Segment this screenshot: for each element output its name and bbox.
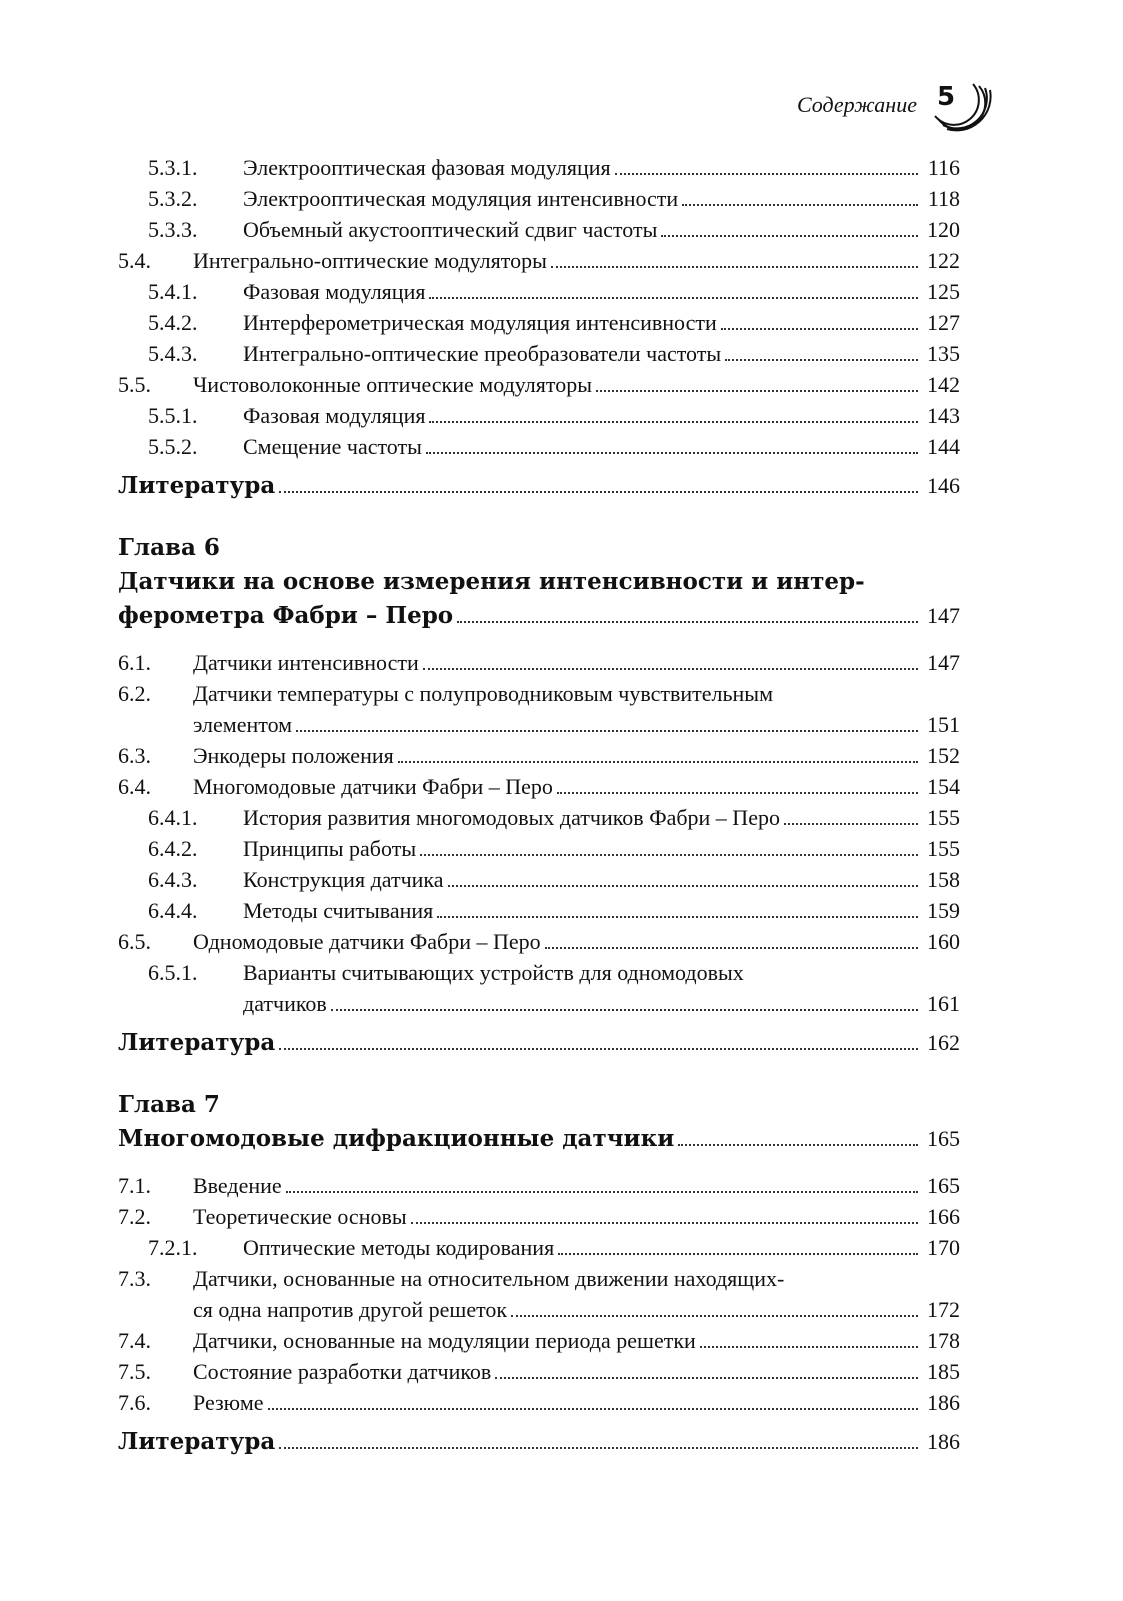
toc-entry[interactable] [118, 152, 960, 183]
leader-dots [423, 668, 918, 670]
toc-entry-number: 7.2.1. [148, 1235, 198, 1260]
toc-entry-title: Интегрально-оптические модуляторы [193, 248, 547, 273]
leader-dots [411, 1222, 918, 1224]
toc-entry-page: 154 [927, 774, 960, 799]
leader-dots [429, 297, 918, 299]
toc-entry[interactable] [118, 740, 960, 771]
toc-entry-number: 7.2. [118, 1204, 151, 1229]
references-title: Литература [118, 1428, 276, 1455]
chapter-page: 147 [927, 603, 960, 628]
toc-entry-page: 178 [927, 1328, 960, 1353]
toc-entry-page: 161 [927, 991, 960, 1016]
toc-entry-page: 186 [927, 1390, 960, 1415]
toc-entry-number: 5.3.2. [148, 186, 198, 211]
toc-entry[interactable] [118, 1232, 960, 1263]
leader-dots [682, 204, 918, 206]
table-of-contents [118, 152, 960, 1457]
toc-entry-number: 6.4. [118, 774, 151, 799]
leader-dots [279, 1447, 918, 1449]
toc-entry-title: Объемный акустооптический сдвиг частоты [243, 217, 658, 242]
toc-entry-page: 142 [927, 372, 960, 397]
toc-entry-page: 160 [927, 929, 960, 954]
toc-entry-number: 5.4.1. [148, 279, 198, 304]
toc-entry-number: 5.5.1. [148, 403, 198, 428]
leader-dots [448, 885, 918, 887]
toc-entry-number: 5.3.3. [148, 217, 198, 242]
toc-entry-page: 152 [927, 743, 960, 768]
toc-entry-title: Датчики интенсивности [193, 650, 419, 675]
page-number-badge [931, 70, 993, 132]
toc-entry-page: 165 [927, 1173, 960, 1198]
toc-entry-page: 118 [927, 186, 960, 211]
toc-entry[interactable] [118, 771, 960, 802]
chapter-page: 165 [927, 1126, 960, 1151]
toc-entry-page: 159 [927, 898, 960, 923]
leader-dots [279, 1048, 918, 1050]
leader-dots [511, 1315, 918, 1317]
toc-entry-number: 6.5.1. [148, 960, 198, 985]
chapter-label: Глава 6 [118, 534, 220, 561]
toc-entry-number: 6.2. [118, 681, 151, 706]
toc-entry-page: 147 [927, 650, 960, 675]
toc-entry[interactable] [118, 1170, 960, 1201]
toc-entry[interactable] [118, 307, 960, 338]
toc-entry-title: Фазовая модуляция [243, 403, 426, 428]
toc-entry-title-cont: ся одна напротив другой решеток [193, 1297, 508, 1322]
toc-entry-title: Чистоволоконные оптические модуляторы [193, 372, 592, 397]
toc-entry-page: 151 [927, 712, 960, 737]
chapter-title[interactable] [118, 565, 960, 633]
toc-entry-title: Одномодовые датчики Фабри – Перо [193, 929, 541, 954]
running-header-title: Содержание [796, 92, 917, 117]
toc-entry-title: Энкодеры положения [193, 743, 394, 768]
toc-entry-title: Интерферометрическая модуляция интенсивности [243, 310, 717, 335]
toc-entry[interactable] [118, 1325, 960, 1356]
toc-entry-page: 143 [927, 403, 960, 428]
toc-entry-title: Теоретические основы [193, 1204, 407, 1229]
leader-dots [398, 761, 918, 763]
leader-dots [557, 792, 918, 794]
references-page: 146 [927, 473, 960, 498]
toc-entry[interactable] [118, 833, 960, 864]
toc-entry-title: Фазовая модуляция [243, 279, 426, 304]
toc-entry-number: 7.6. [118, 1390, 151, 1415]
toc-entry-page: 155 [927, 805, 960, 830]
toc-entry-page: 127 [927, 310, 960, 335]
leader-dots [420, 854, 918, 856]
chapter-title[interactable] [118, 1122, 960, 1156]
toc-entry-title: Датчики, основанные на относительном движении находящих- [193, 1266, 785, 1291]
toc-entry-title: Оптические методы кодирования [243, 1235, 555, 1260]
leader-dots [429, 421, 918, 423]
leader-dots [437, 916, 918, 918]
leader-dots [678, 1144, 918, 1146]
chapter-title-line2: ферометра Фабри – Перо [118, 602, 454, 629]
toc-references[interactable] [118, 470, 960, 501]
references-page: 162 [927, 1030, 960, 1055]
references-title: Литература [118, 472, 276, 499]
toc-entry-number: 5.4.3. [148, 341, 198, 366]
toc-entry-page: 158 [927, 867, 960, 892]
toc-entry-page: 144 [927, 434, 960, 459]
leader-dots [725, 359, 918, 361]
toc-entry-page: 116 [927, 155, 960, 180]
toc-entry-title: Интегрально-оптические преобразователи частоты [243, 341, 722, 366]
toc-entry-page: 120 [927, 217, 960, 242]
toc-entry[interactable] [118, 338, 960, 369]
toc-entry-number: 7.3. [118, 1266, 151, 1291]
toc-entry-page: 155 [927, 836, 960, 861]
toc-entry-title: Состояние разработки датчиков [193, 1359, 492, 1384]
toc-entry[interactable] [118, 926, 960, 957]
toc-entry-number: 5.3.1. [148, 155, 198, 180]
leader-dots [784, 823, 918, 825]
toc-entry-title: Варианты считывающих устройств для одномодовых [243, 960, 744, 985]
chapter-title-line: Многомодовые дифракционные датчики [118, 1125, 675, 1152]
toc-entry-title: История развития многомодовых датчиков Фабри – Перо [243, 805, 780, 830]
toc-entry[interactable] [118, 431, 960, 462]
leader-dots [457, 621, 918, 623]
leader-dots [331, 1009, 918, 1011]
leader-dots [545, 947, 918, 949]
toc-entry-number: 5.5. [118, 372, 151, 397]
toc-entry-number: 6.4.3. [148, 867, 198, 892]
toc-entry-number: 6.5. [118, 929, 151, 954]
toc-entry[interactable] [118, 369, 960, 400]
toc-entry[interactable] [118, 400, 960, 431]
references-title: Литература [118, 1029, 276, 1056]
toc-entry[interactable] [118, 1263, 960, 1325]
leader-dots [268, 1408, 918, 1410]
leader-dots [286, 1191, 918, 1193]
toc-entry[interactable] [118, 802, 960, 833]
toc-entry-title: Принципы работы [243, 836, 417, 861]
toc-entry-title: Электрооптическая фазовая модуляция [243, 155, 611, 180]
toc-entry-number: 6.4.2. [148, 836, 198, 861]
toc-entry[interactable] [118, 1387, 960, 1418]
leader-dots [279, 491, 918, 493]
toc-entry-page: 172 [927, 1297, 960, 1322]
toc-entry[interactable] [118, 957, 960, 1019]
leader-dots [558, 1253, 918, 1255]
toc-entry-title: Электрооптическая модуляция интенсивности [243, 186, 679, 211]
toc-entry-page: 170 [927, 1235, 960, 1260]
toc-entry[interactable] [118, 1356, 960, 1387]
toc-entry-number: 7.5. [118, 1359, 151, 1384]
leader-dots [596, 390, 918, 392]
toc-entry-number: 6.4.4. [148, 898, 198, 923]
toc-entry-number: 7.1. [118, 1173, 151, 1198]
toc-entry[interactable] [118, 864, 960, 895]
leader-dots [551, 266, 918, 268]
toc-entry-number: 5.4.2. [148, 310, 198, 335]
chapter-title-line1: Датчики на основе измерения интенсивности и интер- [118, 568, 865, 595]
toc-entry-title-cont: элементом [193, 712, 293, 737]
references-page: 186 [927, 1429, 960, 1454]
toc-entry-title: Датчики, основанные на модуляции периода решетки [193, 1328, 696, 1353]
toc-entry[interactable] [118, 214, 960, 245]
toc-entry[interactable] [118, 647, 960, 678]
toc-references[interactable] [118, 1426, 960, 1457]
leader-dots [700, 1346, 918, 1348]
toc-entry-title: Методы считывания [243, 898, 434, 923]
toc-entry-title: Введение [193, 1173, 282, 1198]
toc-entry[interactable] [118, 895, 960, 926]
toc-entry-page: 185 [927, 1359, 960, 1384]
toc-entry-title: Смещение частоты [243, 434, 422, 459]
leader-dots [661, 235, 918, 237]
leader-dots [615, 173, 918, 175]
toc-references[interactable] [118, 1027, 960, 1058]
page-number: 5 [936, 82, 956, 112]
toc-entry-title: Датчики температуры с полупроводниковым чувствительным [193, 681, 773, 706]
toc-entry-page: 135 [927, 341, 960, 366]
chapter-label: Глава 7 [118, 1091, 220, 1118]
toc-entry-number: 6.1. [118, 650, 151, 675]
leader-dots [495, 1377, 918, 1379]
toc-entry[interactable] [118, 678, 960, 740]
toc-entry-title: Многомодовые датчики Фабри – Перо [193, 774, 553, 799]
toc-entry[interactable] [118, 1201, 960, 1232]
toc-entry-number: 6.4.1. [148, 805, 198, 830]
toc-entry[interactable] [118, 245, 960, 276]
leader-dots [426, 452, 918, 454]
toc-entry-number: 7.4. [118, 1328, 151, 1353]
toc-entry-title: Резюме [193, 1390, 264, 1415]
page-header [797, 70, 993, 132]
toc-entry-title-cont: датчиков [243, 991, 327, 1016]
toc-entry-number: 5.4. [118, 248, 151, 273]
toc-entry[interactable] [118, 276, 960, 307]
leader-dots [721, 328, 918, 330]
toc-entry-number: 5.5.2. [148, 434, 198, 459]
toc-entry-number: 6.3. [118, 743, 151, 768]
leader-dots [296, 730, 918, 732]
toc-entry-title: Конструкция датчика [243, 867, 444, 892]
toc-entry[interactable] [118, 183, 960, 214]
toc-entry-page: 166 [927, 1204, 960, 1229]
toc-entry-page: 122 [927, 248, 960, 273]
toc-entry-page: 125 [927, 279, 960, 304]
